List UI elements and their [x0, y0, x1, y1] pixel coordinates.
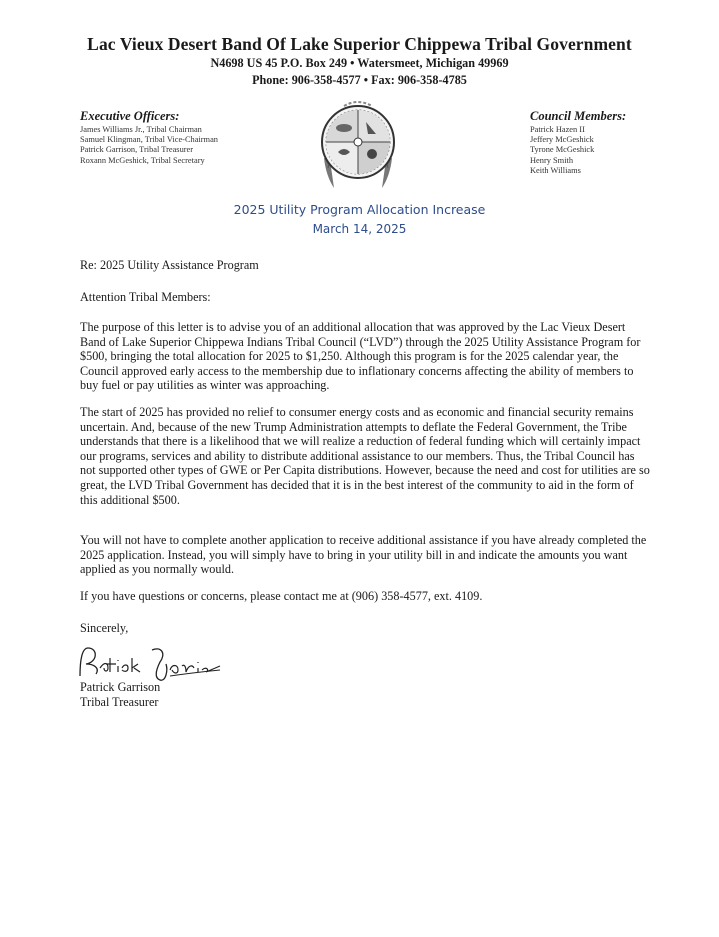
executive-officers-block: [80, 109, 300, 166]
officer-item: Samuel Klingman, Tribal Vice-Chairman: [80, 135, 218, 145]
closing: Sincerely,: [80, 621, 129, 635]
organization-name: Lac Vieux Desert Band Of Lake Superior Chippewa Tribal Government: [87, 34, 632, 54]
body-paragraph: You will not have to complete another application to receive additional assistance if you have already completed the 2025 application. Instead, you will simply have to bring in your utility bill in and indicate the amounts you want applied as you normally would.: [80, 533, 647, 577]
officer-item: Roxann McGeshick, Tribal Secretary: [80, 155, 205, 165]
council-members-heading: Council Members:: [530, 109, 627, 123]
body-paragraph: If you have questions or concerns, please contact me at (906) 358-4577, ext. 4109.: [80, 589, 483, 603]
council-member-item: Keith Williams: [530, 165, 581, 175]
tribal-seal-logo: [314, 96, 402, 192]
officer-item: Patrick Garrison, Tribal Treasurer: [80, 145, 194, 155]
council-member-item: Jeffery McGeshick: [530, 135, 594, 145]
executive-officers-heading: Executive Officers:: [80, 109, 180, 123]
signatory-title: Tribal Treasurer: [80, 695, 159, 709]
signatory-name: Patrick Garrison: [80, 680, 161, 694]
body-paragraph: The purpose of this letter is to advise you of an additional allocation that was approved by the Lac Vieux Desert Band of Lake Superior Chippewa Indians Tribal Council (“LVD”) through the 2025 Utility Assistance Program for $500, bringing the total allocation for 2025 to $1,250. Although this program is for the 2025 calendar year, the Council approved early access to the membership due to inflationary concerns affecting the ability of members to buy fuel or pay utilities as winter was approaching.: [80, 320, 641, 393]
phone-fax: Phone: 906-358-4577 • Fax: 906-358-4785: [252, 73, 467, 87]
mailing-address: N4698 US 45 P.O. Box 249 • Watersmeet, Michigan 49969: [210, 56, 509, 70]
letter-date: March 14, 2025: [312, 222, 407, 236]
body-paragraph: The start of 2025 has provided no relief to consumer energy costs and as economic and financial security remains uncertain. And, because of the new Trump Administration attempts to deflate the Federal Government, the Tribe understands that there is a likelihood that we will realize a reduction of federal funding which will certainly impact our programs, services and ability to distribute additional assistance to our members. Thus, the Tribal Council has not supported other types of GWE or Per Capita distributions. However, because the need and cost for utilities are so great, the LVD Tribal Government has decided that it is in the best interest of the community to aid in the form of this additional $500.: [80, 405, 650, 507]
subject-title: 2025 Utility Program Allocation Increase: [233, 202, 486, 217]
salutation: Attention Tribal Members:: [80, 290, 211, 304]
council-member-item: Tyrone McGeshick: [530, 145, 595, 155]
council-members-block: [530, 109, 690, 176]
re-line: Re: 2025 Utility Assistance Program: [80, 258, 259, 272]
officer-item: James Williams Jr., Tribal Chairman: [80, 125, 202, 134]
council-member-item: Henry Smith: [530, 155, 574, 165]
council-member-item: Patrick Hazen II: [530, 125, 585, 134]
